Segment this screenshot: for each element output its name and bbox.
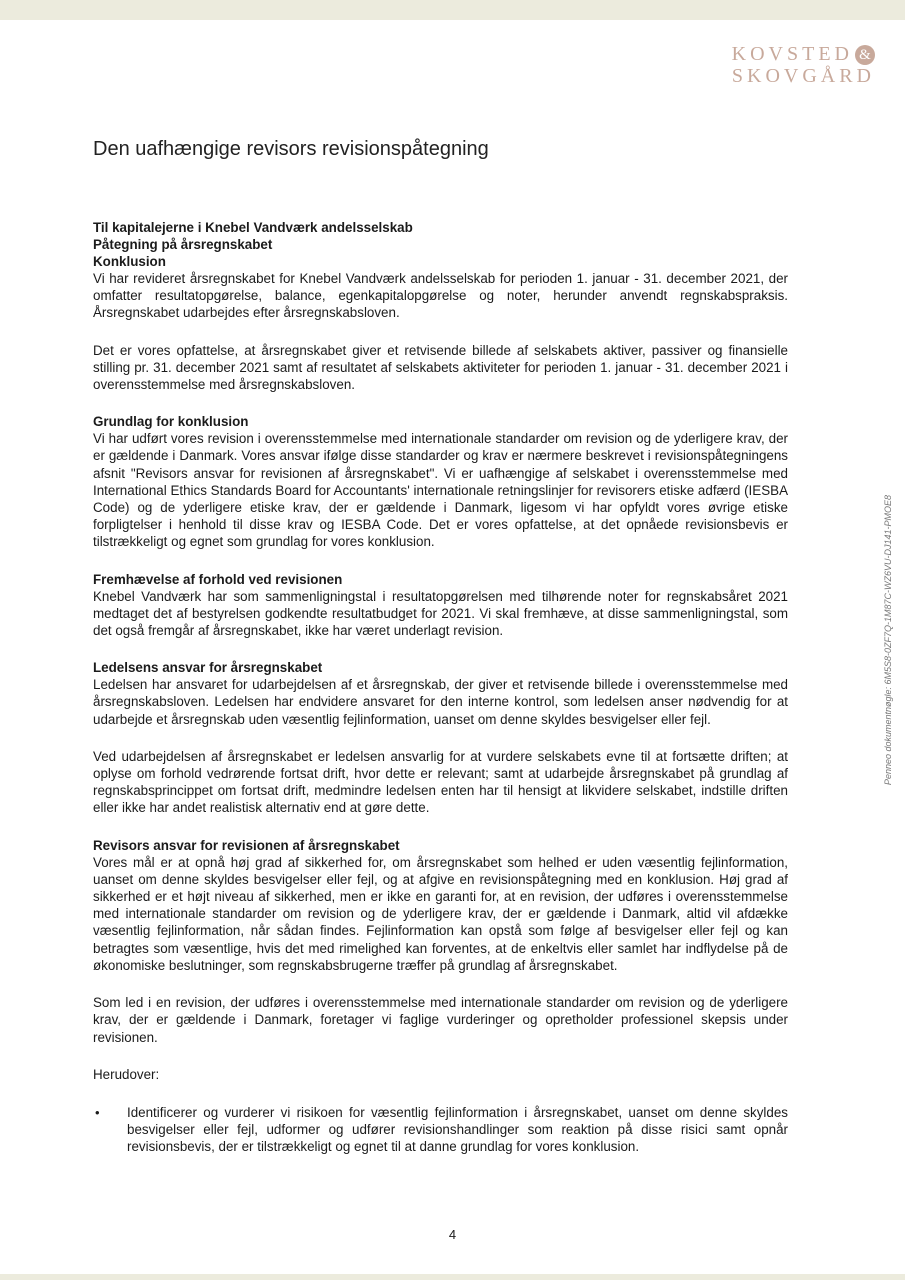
paragraph: Vi har revideret årsregnskabet for Knebel Vandværk andelsselskab for perioden 1. januar - 31. december 2021, der omfatter resultatopgørelse, balance, egenkapitalopgørelse og noter, herunder anvendt regnskabspraksis. Årsregnskabet udarbejdes efter årsregnskabsloven. (93, 271, 788, 321)
list-item (93, 1104, 788, 1156)
bullet-icon: • (95, 1104, 100, 1120)
document-key-note: Penneo dokumentnøgle: 6M5S8-0ZF7Q-1M87C-WZ6VU-DJ141-PMOE8 (883, 494, 893, 786)
heading-fremhaevelse: Fremhævelse af forhold ved revisionen (93, 571, 343, 587)
paragraph: Herudover: (93, 1066, 160, 1082)
document-body (93, 138, 788, 1156)
paragraph: Knebel Vandværk har som sammenligningstal i resultatopgørelsen med tilhørende noter for regnskabsåret 2021 medtaget det af bestyrelsen godkendte resultatbudget for 2021. Vi skal fremhæve, at disse sammenligningstal, som det også fremgår af årsregnskabet, ikke har været underlagt revision. (93, 588, 788, 639)
logo-ampersand-icon: & (855, 45, 875, 65)
paragraph: Vores mål er at opnå høj grad af sikkerhed for, om årsregnskabet som helhed er uden væsentlig fejlinformation, uanset om denne skyldes besvigelser eller fejl, og at afgive en revisionspåtegning med en konklusion. Høj grad af sikkerhed er et højt niveau af sikkerhed, men er ikke en garanti for, at en revision, der udføres i overensstemmelse med internationale standarder om revision og de yderligere krav, der er gældende i Danmark, altid vil afdække væsentlig fejlinformation, når sådan findes. Fejlinformation kan opstå som følge af besvigelser eller fejl og kan betragtes som væsentlige, hvis det med rimelighed kan forventes, at de enkeltvis eller samlet har indflydelse på de økonomiske beslutninger, som regnskabsbrugerne træffer på grundlag af årsregnskabet. (93, 854, 788, 973)
heading-grundlag: Grundlag for konklusion (93, 414, 249, 430)
subtitle: Påtegning på årsregnskabet (93, 237, 273, 252)
paragraph: Det er vores opfattelse, at årsregnskabet giver et retvisende billede af selskabets aktiver, passiver og finansielle stilling pr. 31. december 2021 samt af resultatet af selskabets aktiviteter for perioden 1. januar - 31. december 2021 i overensstemmelse med årsregnskabsloven. (93, 342, 788, 393)
section-fremhaevelse (93, 571, 788, 640)
section-ledelsen (93, 659, 788, 816)
heading-konklusion: Konklusion (93, 254, 166, 269)
paragraph: Ved udarbejdelsen af årsregnskabet er ledelsen ansvarlig for at vurdere selskabets evne til at fortsætte driften; at oplyse om forhold vedrørende fortsat drift, hvor dette er relevant; samt at udarbejde årsregnskabet på grundlag af regnskabsprincippet om fortsat drift, medmindre ledelsen enten har til hensigt at likvidere selskabet, indstille driften eller ikke har andet realistisk alternativ end at gøre dette. (93, 748, 788, 816)
page-title: Den uafhængige revisors revisionspåtegning (93, 138, 489, 160)
section-revisor (93, 837, 788, 1156)
heading-revisor: Revisors ansvar for revisionen af årsregnskabet (93, 837, 400, 853)
list-item-text: Identificerer og vurderer vi risikoen for væsentlig fejlinformation i årsregnskabet, uanset om denne skyldes besvigelser eller fejl, udformer og udfører revisionshandlinger som reaktion på disse risici samt opnår revisionsbevis, der er tilstrækkeligt og egnet til at danne grundlag for vores konklusion. (127, 1104, 788, 1155)
paragraph: Vi har udført vores revision i overensstemmelse med internationale standarder om revision og de yderligere krav, der er gældende i Danmark. Vores ansvar ifølge disse standarder og krav er nærmere beskrevet i revisionspåtegningens afsnit "Revisors ansvar for revisionen af årsregnskabet". Vi er uafhængige af selskabet i overensstemmelse med International Ethics Standards Board for Accountants' internationale retningslinjer for revisorers etiske adfærd (IESBA Code) og de yderligere etiske krav, der er gældende i Danmark, ligesom vi har opfyldt vores øvrige etiske forpligtelser i henhold til disse krav og IESBA Code. Det er vores opfattelse, at det opnåede revisionsbevis er tilstrækkeligt og egnet som grundlag for vores konklusion. (93, 431, 788, 550)
scan-top-edge (0, 0, 905, 20)
section-grundlag (93, 413, 788, 550)
logo-line-1: KOVSTED (731, 43, 853, 65)
section-konklusion (93, 219, 788, 393)
logo-line-2: SKOVGÅRD (731, 65, 875, 87)
addressee: Til kapitalejerne i Knebel Vandværk andelsselskab (93, 220, 413, 235)
scan-bottom-edge (0, 1274, 905, 1280)
paragraph: Ledelsen har ansvaret for udarbejdelsen af et årsregnskab, der giver et retvisende billede i overensstemmelse med årsregnskabsloven. Ledelsen har endvidere ansvaret for den interne kontrol, som ledelsen anser nødvendig for at udarbejde et årsregnskab uden væsentlig fejlinformation, uanset om denne skyldes besvigelser eller fejl. (93, 677, 788, 727)
page-number: 4 (448, 1227, 457, 1242)
paragraph: Som led i en revision, der udføres i overensstemmelse med internationale standarder om revision og de yderligere krav, der er gældende i Danmark, foretager vi faglige vurderinger og opretholder professionel skepsis under revisionen. (93, 995, 788, 1045)
company-logo (732, 43, 875, 87)
heading-ledelsen: Ledelsens ansvar for årsregnskabet (93, 660, 323, 676)
